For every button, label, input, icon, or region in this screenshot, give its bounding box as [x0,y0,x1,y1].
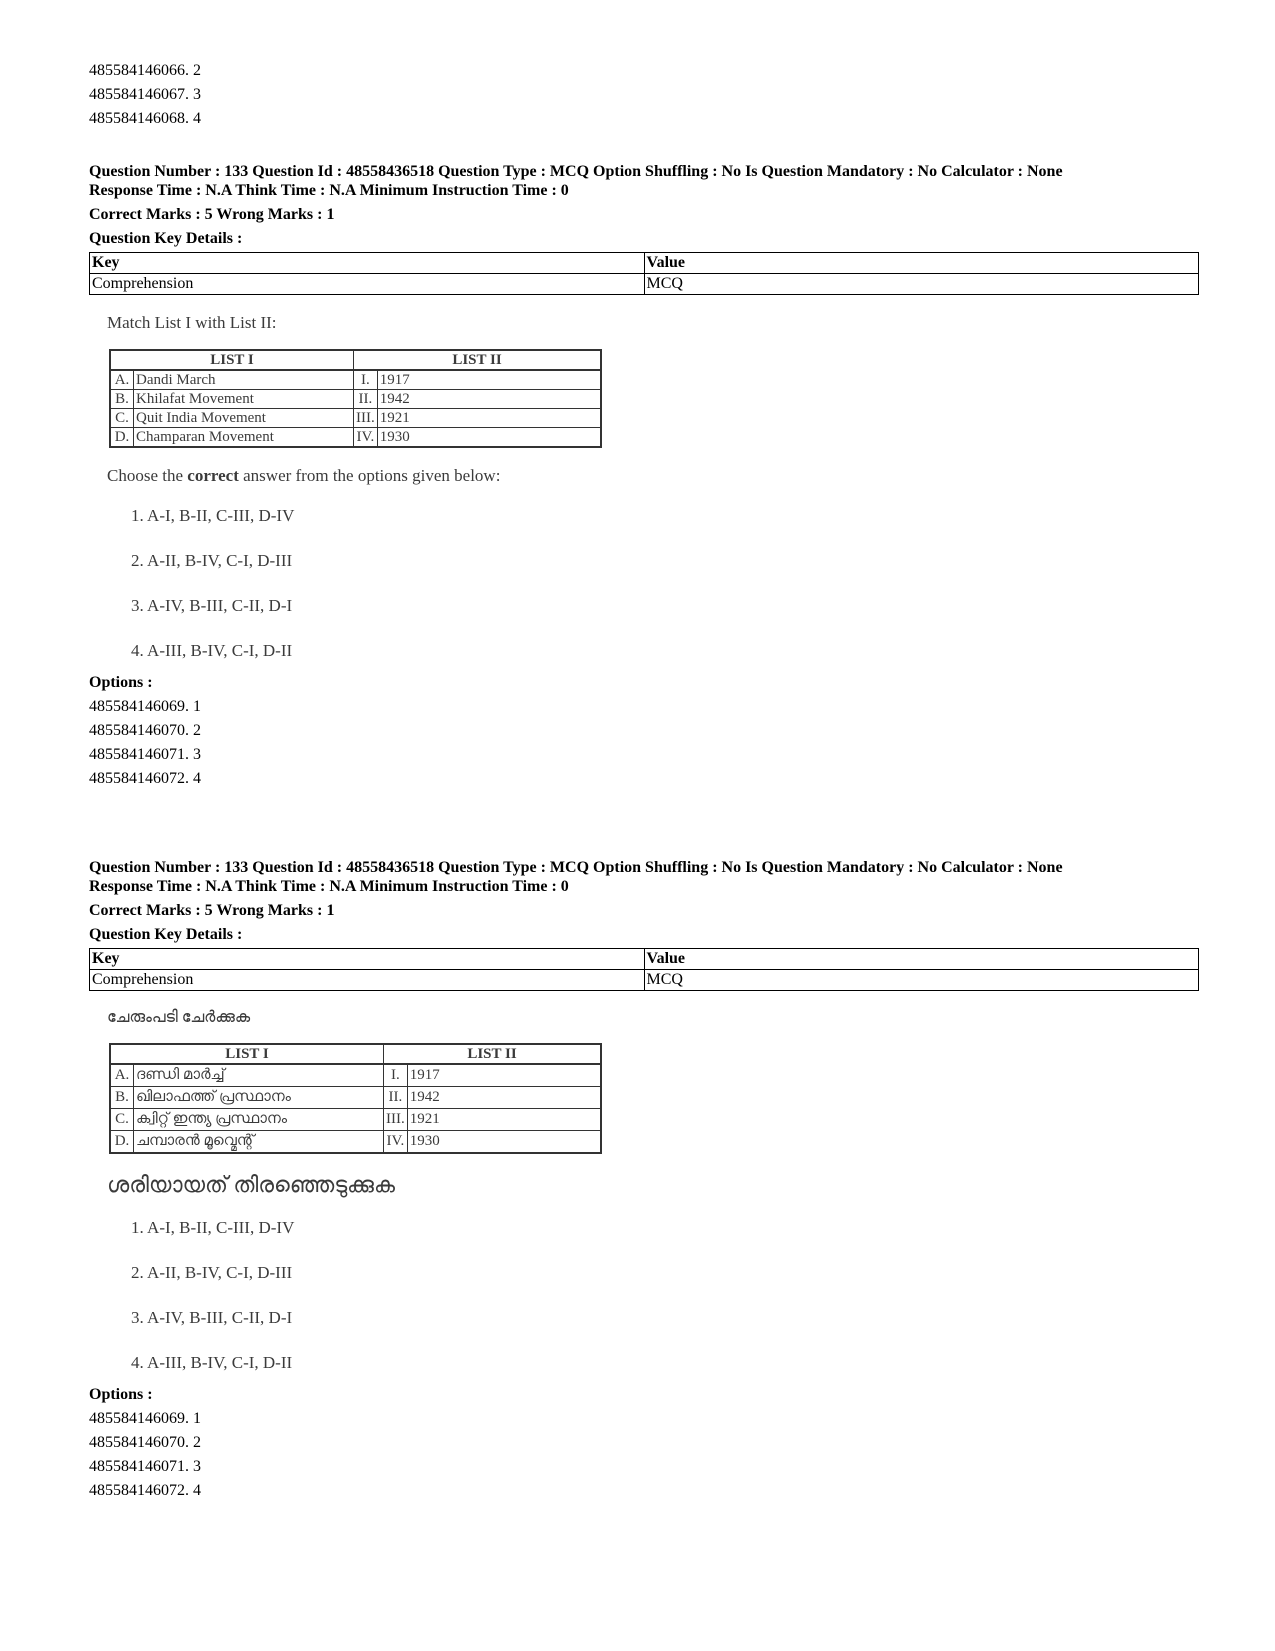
key-cell: Comprehension [90,274,645,295]
list1-item: Champaran Movement [134,428,354,448]
list2-numeral: I. [354,370,378,390]
question-intro: Match List I with List II: [107,313,277,332]
question-meta-line1: Question Number : 133 Question Id : 48558436518 Question Type : MCQ Option Shuffling : No Is Question Mandatory : No Calculator : None [89,859,1063,876]
key-details-label: Question Key Details : [89,230,243,247]
list1-item: ദണ്ഡി മാർച്ച് [134,1064,384,1087]
option-line: 485584146072. 4 [89,770,201,787]
match-row [110,370,601,390]
match-row [110,1131,601,1154]
list1-letter: D. [110,1131,134,1154]
match-lists-header [110,1044,601,1064]
list1-item: Khilafat Movement [134,390,354,409]
match-row [110,1109,601,1131]
list1-item: Quit India Movement [134,409,354,428]
list2-item: 1917 [407,1064,601,1087]
match-row [110,428,601,448]
choose-prefix: Choose the [107,466,188,485]
question-image [107,313,1199,671]
list1-item: Dandi March [134,370,354,390]
answer-choice: 3. A-IV, B-III, C-II, D-I [131,1308,293,1327]
answer-choice: 4. A-III, B-IV, C-I, D-II [131,1353,293,1372]
answer-choice: 1. A-I, B-II, C-III, D-IV [131,506,295,525]
answer-choice: 2. A-II, B-IV, C-I, D-III [131,551,293,570]
question-block-english [89,162,1199,791]
previous-options-list [89,59,201,131]
options-list [89,695,1199,791]
list1-letter: A. [110,370,134,390]
list2-item: 1921 [407,1109,601,1131]
answer-choice: 1. A-I, B-II, C-III, D-IV [131,1218,295,1237]
list1-header: LIST I [110,1044,384,1064]
key-details-table [89,948,1199,991]
question-intro: ചേരുംപടി ചേർക്കുക [107,1009,251,1026]
list1-letter: B. [110,390,134,409]
option-line: 485584146068. 4 [89,110,201,127]
list2-item: 1921 [377,409,601,428]
list1-item: ചമ്പാരൻ മൂവ്മെന്റ് [134,1131,384,1154]
option-line: 485584146066. 2 [89,62,201,79]
key-table-header [90,949,1199,970]
question-meta [89,162,1199,200]
match-row [110,390,601,409]
question-meta-line2: Response Time : N.A Think Time : N.A Minimum Instruction Time : 0 [89,878,569,895]
match-lists-header [110,350,601,370]
list2-item: 1930 [377,428,601,448]
choose-instruction [107,466,1199,486]
options-label: Options : [89,1386,153,1403]
list1-item: ഖിലാഫത്ത് പ്രസ്ഥാനം [134,1087,384,1109]
question-meta [89,858,1199,896]
list2-item: 1917 [377,370,601,390]
key-details-table [89,252,1199,295]
option-line: 485584146069. 1 [89,698,201,715]
match-lists-table [109,1043,602,1154]
option-line: 485584146070. 2 [89,722,201,739]
list2-item: 1942 [407,1087,601,1109]
value-cell: MCQ [644,274,1199,295]
options-label: Options : [89,674,153,691]
question-block-malayalam [89,858,1199,1503]
key-table-header [90,253,1199,274]
list2-item: 1930 [407,1131,601,1154]
match-row [110,1087,601,1109]
option-line: 485584146071. 3 [89,1458,201,1475]
choose-instruction: ശരിയായത് തിരഞ്ഞെടുക്കുക [107,1172,395,1197]
choose-suffix: answer from the options given below: [238,466,501,485]
key-details-label: Question Key Details : [89,926,243,943]
match-row [110,409,601,428]
list2-header: LIST II [384,1044,602,1064]
question-meta-line2: Response Time : N.A Think Time : N.A Minimum Instruction Time : 0 [89,182,569,199]
match-lists-table [109,349,602,448]
key-header-cell: Key [90,949,645,970]
answer-choice: 4. A-III, B-IV, C-I, D-II [131,641,293,660]
question-image [107,1009,1199,1383]
list1-header: LIST I [110,350,354,370]
value-header-cell: Value [644,253,1199,274]
list1-letter: A. [110,1064,134,1087]
question-meta-line1: Question Number : 133 Question Id : 48558436518 Question Type : MCQ Option Shuffling : No Is Question Mandatory : No Calculator : None [89,163,1063,180]
list2-numeral: III. [354,409,378,428]
list1-letter: C. [110,1109,134,1131]
match-row [110,1064,601,1087]
value-header-cell: Value [644,949,1199,970]
key-table-row [90,970,1199,991]
answer-choice: 3. A-IV, B-III, C-II, D-I [131,596,293,615]
key-table-row [90,274,1199,295]
list2-numeral: II. [384,1087,408,1109]
list2-header: LIST II [354,350,602,370]
options-list [89,1407,1199,1503]
list2-numeral: III. [384,1109,408,1131]
list2-numeral: IV. [354,428,378,448]
option-line: 485584146071. 3 [89,746,201,763]
answer-choice: 2. A-II, B-IV, C-I, D-III [131,1263,293,1282]
option-line: 485584146069. 1 [89,1410,201,1427]
list1-letter: B. [110,1087,134,1109]
list2-item: 1942 [377,390,601,409]
key-cell: Comprehension [90,970,645,991]
option-line: 485584146070. 2 [89,1434,201,1451]
list1-letter: D. [110,428,134,448]
list1-item: ക്വിറ്റ് ഇന്ത്യ പ്രസ്ഥാനം [134,1109,384,1131]
choose-bold: correct [187,466,239,485]
list2-numeral: II. [354,390,378,409]
option-line: 485584146072. 4 [89,1482,201,1499]
value-cell: MCQ [644,970,1199,991]
list1-letter: C. [110,409,134,428]
key-header-cell: Key [90,253,645,274]
list2-numeral: I. [384,1064,408,1087]
marks-line: Correct Marks : 5 Wrong Marks : 1 [89,206,335,223]
marks-line: Correct Marks : 5 Wrong Marks : 1 [89,902,335,919]
list2-numeral: IV. [384,1131,408,1154]
option-line: 485584146067. 3 [89,86,201,103]
